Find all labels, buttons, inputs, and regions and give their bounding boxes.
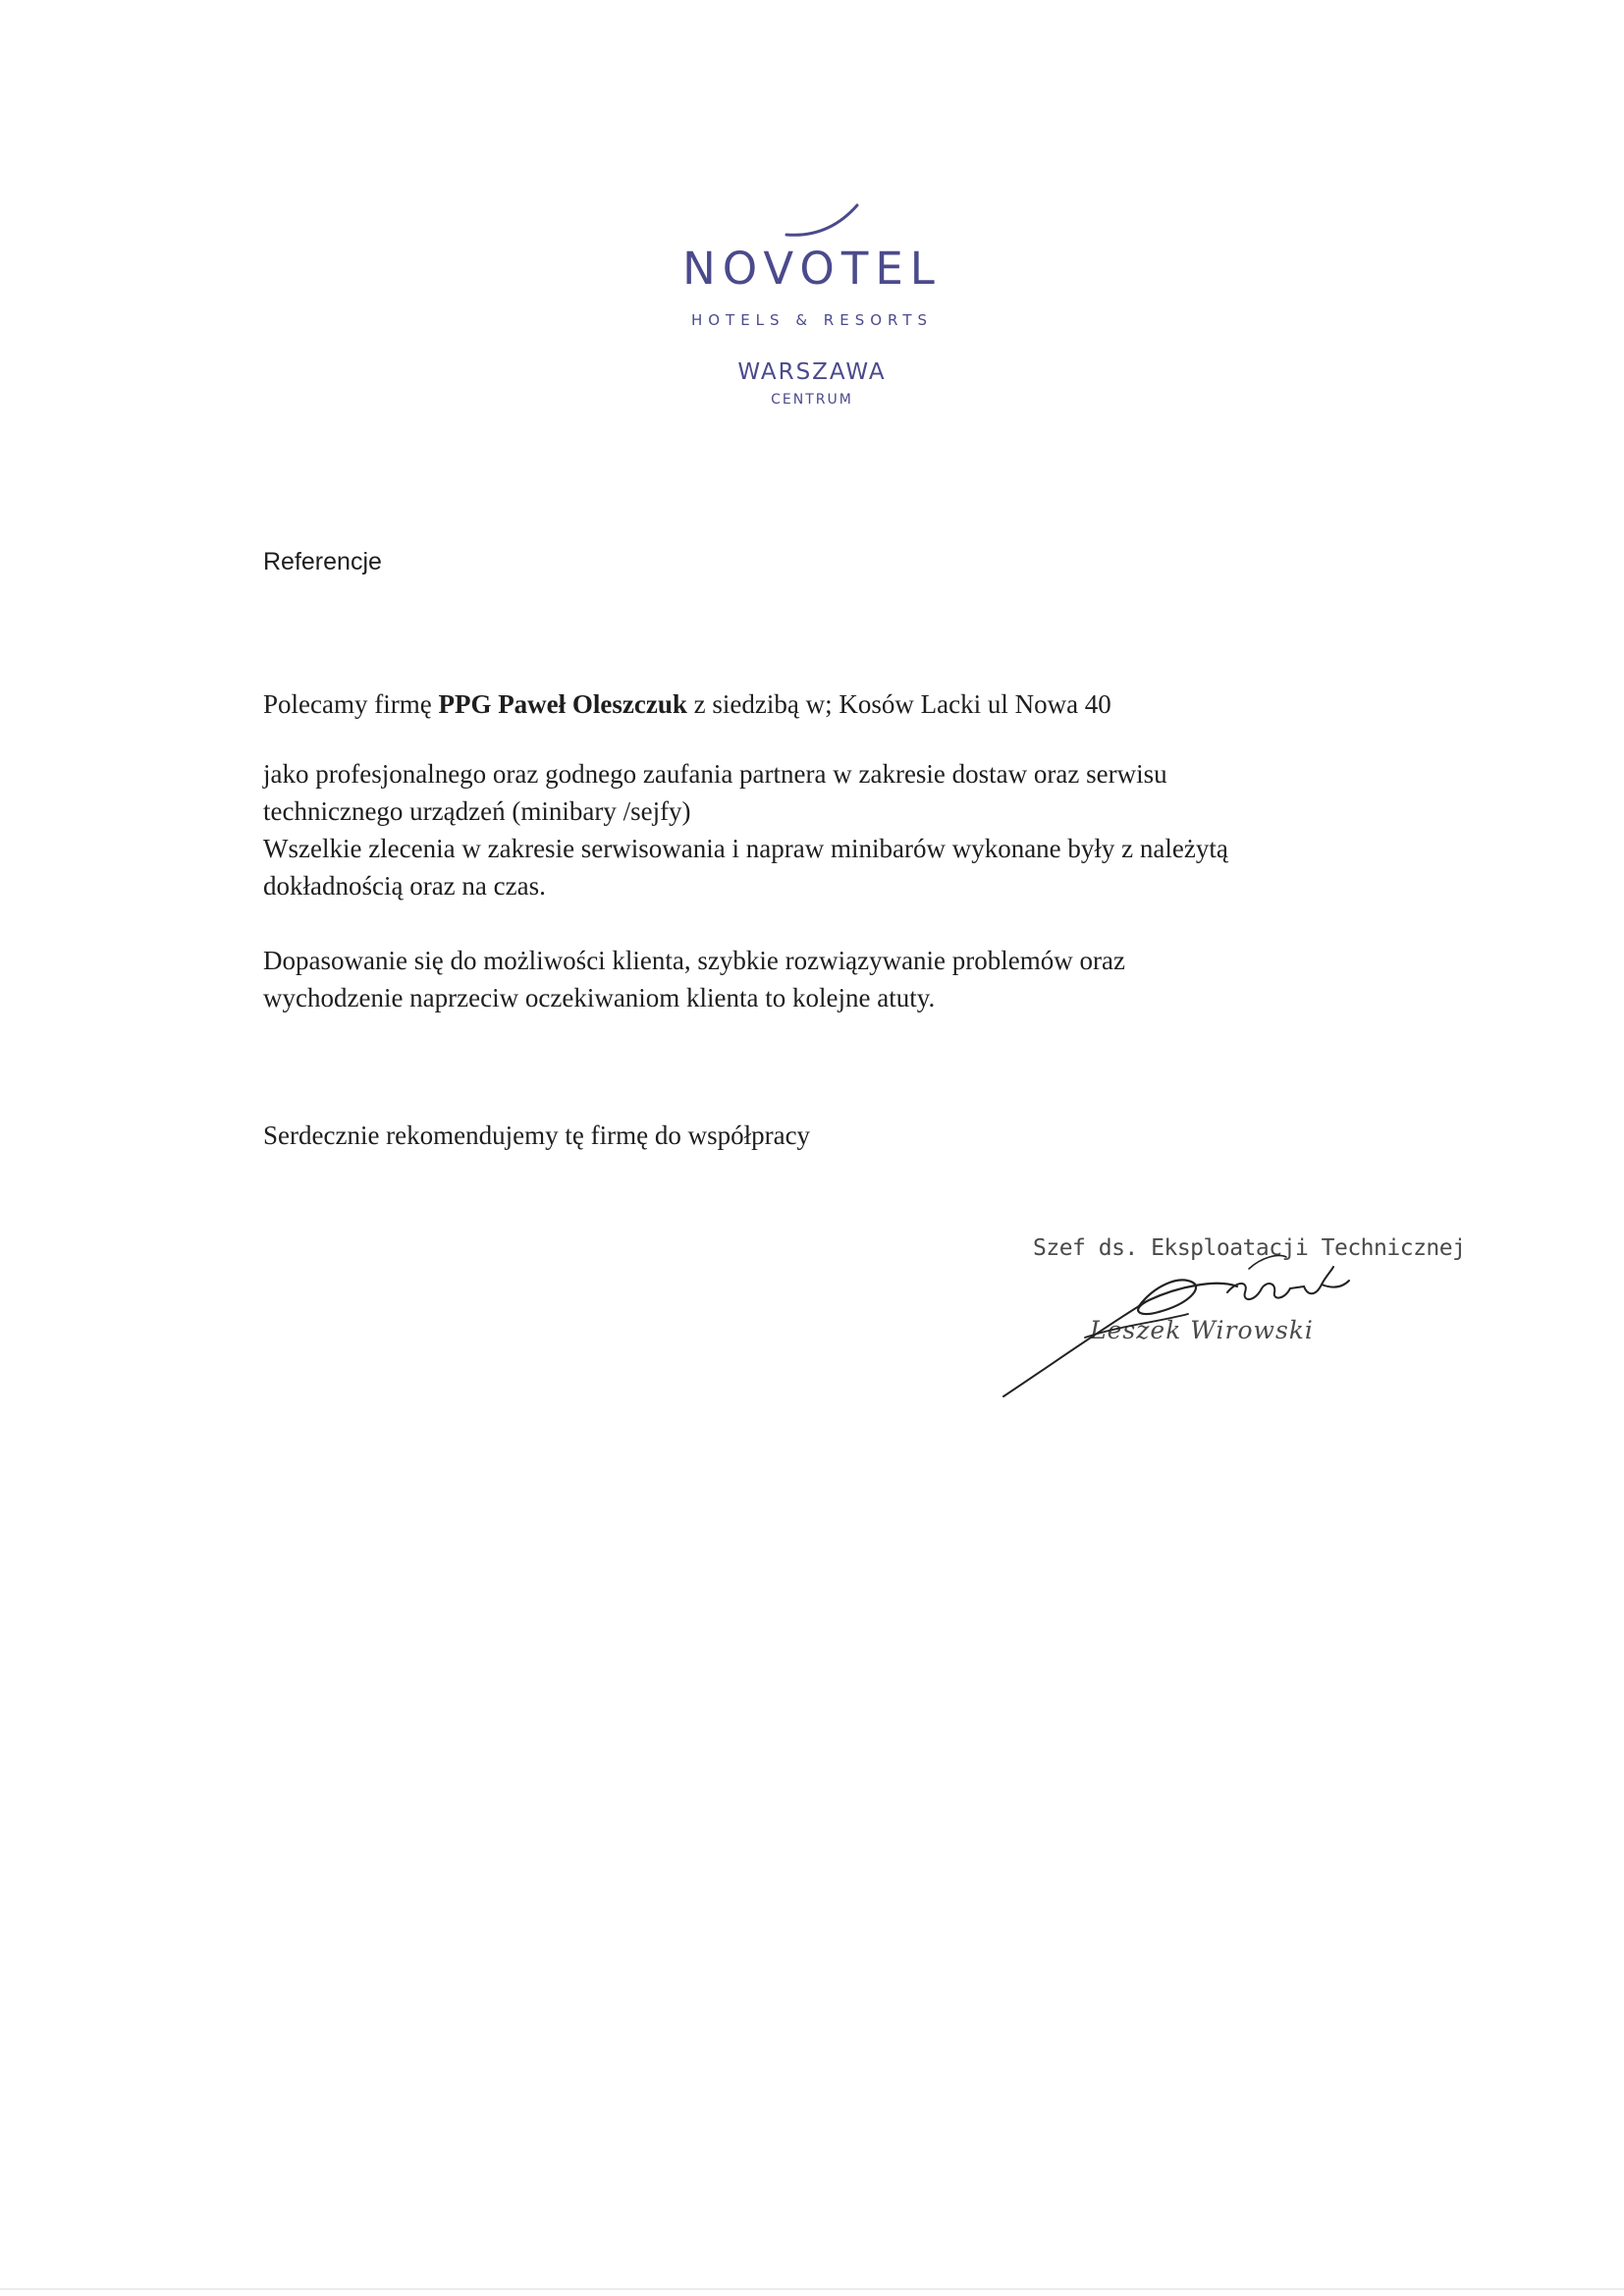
stamp-name: Leszek Wirowski	[1090, 1316, 1314, 1344]
signature-stamp	[992, 1228, 1466, 1404]
paragraph-1-suffix: z siedzibą w; Kosów Lacki ul Nowa 40	[686, 689, 1111, 719]
logo-city: WARSZAWA	[737, 359, 887, 385]
logo-tagline: HOTELS & RESORTS	[690, 311, 934, 329]
paragraph-line: technicznego urządzeń (minibary /sejfy)	[263, 796, 691, 826]
handwritten-signature-icon	[992, 1228, 1404, 1404]
paragraph-1-prefix: Polecamy firmę	[263, 689, 439, 719]
paragraph-line: jako profesjonalnego oraz godnego zaufania partnera w zakresie dostaw oraz serwisu	[263, 759, 1167, 789]
stamp-title: Szef ds. Eksploatacji Technicznej	[1033, 1235, 1466, 1261]
letter-title: Referencje	[263, 548, 382, 575]
paragraph-closing: Serdecznie rekomendujemy tę firmę do współpracy	[263, 1121, 811, 1150]
paragraph-recommendation	[263, 685, 1422, 723]
logo-district: CENTRUM	[771, 392, 853, 408]
paragraph-advantages	[263, 942, 1422, 1016]
paragraph-line: Dopasowanie się do możliwości klienta, szybkie rozwiązywanie problemów oraz	[263, 946, 1125, 975]
company-name: PPG Paweł Oleszczuk	[438, 689, 687, 719]
page-bottom-edge	[0, 2288, 1624, 2290]
novotel-logo	[616, 201, 1008, 417]
paragraph-line: dokładnością oraz na czas.	[263, 871, 546, 901]
logo-brand: NOVOTEL	[682, 243, 942, 295]
paragraph-services	[263, 755, 1422, 904]
paragraph-line: wychodzenie naprzeciw oczekiwaniom klienta to kolejne atuty.	[263, 983, 936, 1012]
logo-swoosh-icon	[783, 201, 861, 241]
paragraph-line: Wszelkie zlecenia w zakresie serwisowania i napraw minibarów wykonane były z należytą	[263, 834, 1228, 863]
